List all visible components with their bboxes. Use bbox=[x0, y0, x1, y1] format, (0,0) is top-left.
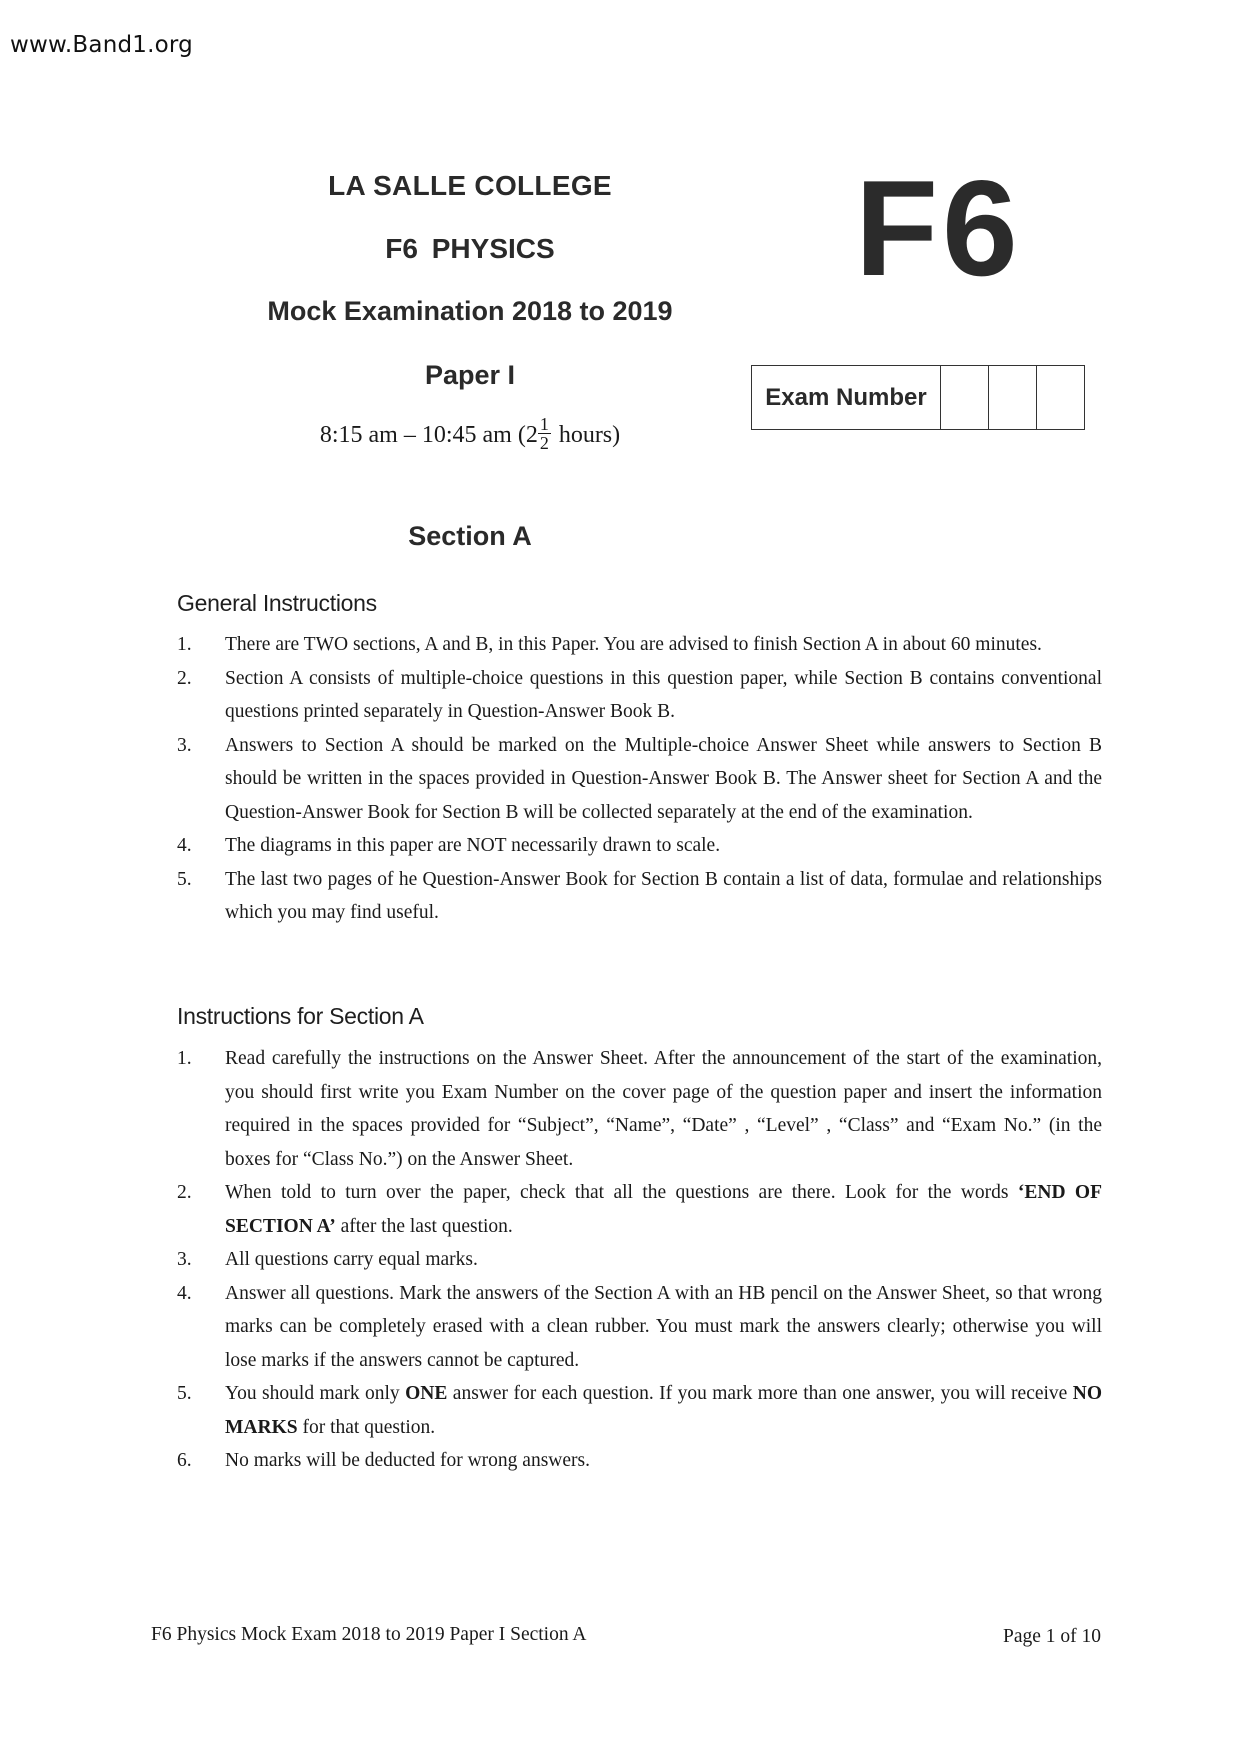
list-item bbox=[177, 1444, 1102, 1478]
list-item bbox=[177, 1176, 1102, 1243]
form-grade-mark: F6 bbox=[855, 152, 1022, 304]
item-number: 6. bbox=[177, 1450, 192, 1471]
item-text: No marks will be deducted for wrong answers. bbox=[225, 1450, 590, 1471]
item-text: Section A consists of multiple-choice questions in this question paper, while Section B contains conventional questions printed separately in Question-Answer Book B. bbox=[225, 667, 1102, 722]
item-text-bold: ONE bbox=[405, 1383, 448, 1404]
item-number: 5. bbox=[177, 1383, 192, 1404]
subject-title: F6 PHYSICS bbox=[385, 233, 555, 264]
item-number: 4. bbox=[177, 835, 192, 856]
list-item bbox=[177, 863, 1102, 930]
item-number: 2. bbox=[177, 1182, 192, 1203]
item-number: 3. bbox=[177, 734, 192, 756]
exam-number-box bbox=[751, 365, 1085, 430]
item-text-middle: answer for each question. If you mark more than one answer, you will receive bbox=[447, 1383, 1073, 1404]
item-text: There are TWO sections, A and B, in this Paper. You are advised to finish Section A in about 60 minutes. bbox=[225, 634, 1042, 655]
exam-title: Mock Examination 2018 to 2019 bbox=[267, 296, 673, 326]
exam-number-digit-3[interactable] bbox=[1037, 366, 1084, 429]
fraction-denominator: 2 bbox=[539, 433, 549, 453]
list-item bbox=[177, 1377, 1102, 1444]
exam-number-digit-2[interactable] bbox=[989, 366, 1037, 429]
time-suffix: hours) bbox=[552, 422, 621, 449]
exam-number-label: Exam Number bbox=[752, 366, 941, 429]
item-text-after: for that question. bbox=[297, 1416, 436, 1438]
item-text-bold: ‘END OF SECTION A’ bbox=[225, 1182, 1102, 1237]
school-name: LA SALLE COLLEGE bbox=[328, 170, 612, 201]
item-text-before: You should mark only bbox=[225, 1383, 406, 1404]
paper-label: Paper I bbox=[424, 360, 516, 390]
list-item bbox=[177, 1042, 1102, 1176]
section-a-instructions-list bbox=[177, 1042, 1102, 1478]
item-text: Answer all questions. Mark the answers of the Section A with an HB pencil on the Answer Sheet, so that wrong marks can be completely erased with a clean rubber. You must mark the answers clearly; otherwise you will lose marks if the answers cannot be captured. bbox=[225, 1282, 1102, 1371]
item-number: 2. bbox=[177, 667, 192, 689]
list-item bbox=[177, 662, 1102, 729]
footer-document-title: F6 Physics Mock Exam 2018 to 2019 Paper I Section A bbox=[151, 1624, 587, 1645]
list-item bbox=[177, 1277, 1102, 1378]
section-label: Section A bbox=[408, 521, 532, 551]
item-number: 5. bbox=[177, 868, 192, 890]
exam-time bbox=[200, 414, 740, 455]
section-a-instructions-heading: Instructions for Section A bbox=[177, 1003, 424, 1029]
item-text: The diagrams in this paper are NOT necessarily drawn to scale. bbox=[225, 835, 721, 856]
item-text: Answers to Section A should be marked on the Multiple-choice Answer Sheet while answers to Section B should be written in the spaces provided in Question-Answer Book B. The Answer sheet for Section A and the Question-Answer Book for Section B will be collected separately at the end of the examination. bbox=[225, 734, 1102, 823]
list-item bbox=[177, 628, 1102, 662]
fraction-numerator: 1 bbox=[539, 414, 549, 434]
list-item bbox=[177, 1243, 1102, 1277]
duration-fraction bbox=[538, 415, 551, 452]
item-text-bold-2: NO MARKS bbox=[225, 1383, 1103, 1438]
item-text: Read carefully the instructions on the Answer Sheet. After the announcement of the start of the examination, you should first write you Exam Number on the cover page of the question paper and insert the information required in the spaces provided for “Subject”, “Name”, “Date” , “Level” , “Class” and “Exam No.” (in the boxes for “Class No.”) on the Answer Sheet. bbox=[225, 1048, 1102, 1170]
item-number: 1. bbox=[177, 634, 192, 655]
time-range: 8:15 am – 10:45 am (2 bbox=[319, 422, 538, 449]
item-text-after: after the last question. bbox=[335, 1215, 513, 1237]
website-watermark: www.Band1.org bbox=[10, 32, 193, 58]
item-number: 4. bbox=[177, 1282, 192, 1304]
general-instructions-list bbox=[177, 628, 1102, 930]
list-item bbox=[177, 729, 1102, 830]
general-instructions-heading: General Instructions bbox=[177, 590, 377, 616]
list-item bbox=[177, 829, 1102, 863]
footer-page-number: Page 1 of 10 bbox=[1002, 1626, 1101, 1647]
item-text: The last two pages of he Question-Answer Book for Section B contain a list of data, formulae and relationships which you may find useful. bbox=[225, 868, 1102, 923]
item-text: All questions carry equal marks. bbox=[225, 1249, 478, 1270]
exam-number-digit-1[interactable] bbox=[941, 366, 989, 429]
item-number: 3. bbox=[177, 1249, 192, 1270]
item-text-before: When told to turn over the paper, check that all the questions are there. Look for the words bbox=[225, 1182, 1018, 1203]
item-number: 1. bbox=[177, 1048, 192, 1069]
